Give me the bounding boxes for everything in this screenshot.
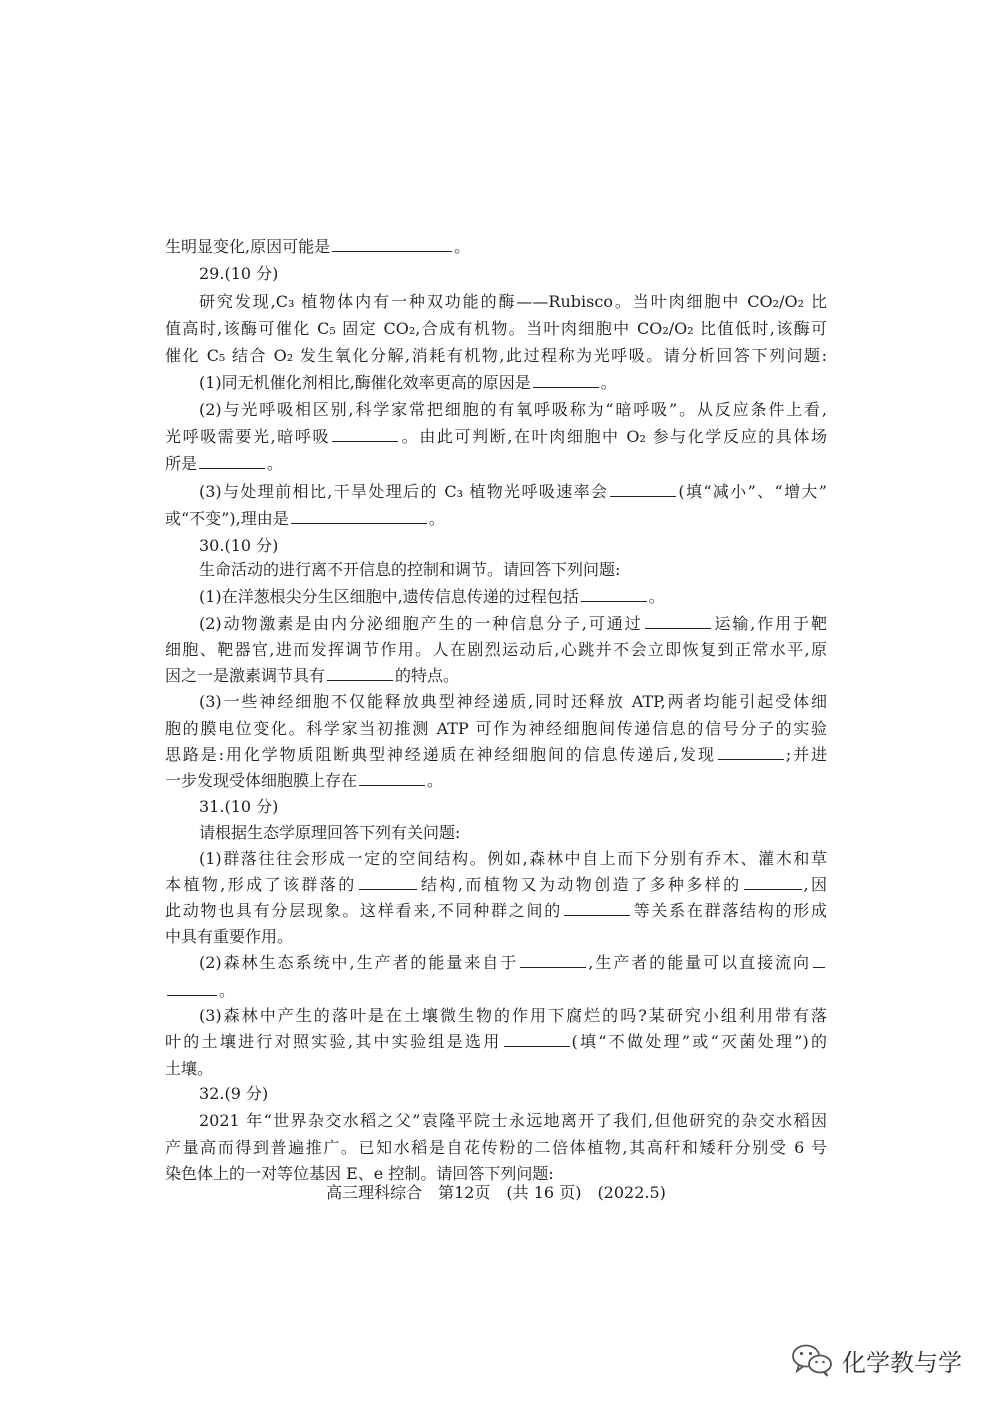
answer-blank[interactable] bbox=[359, 873, 417, 890]
text-line bbox=[165, 898, 827, 924]
line-text: 生命活动的进行离不开信息的控制和调节。请回答下列问题: bbox=[199, 560, 621, 579]
line-text: 的特点。 bbox=[395, 666, 460, 685]
text-line bbox=[165, 768, 443, 794]
line-text: (3)一些神经细胞不仅能释放典型神经递质,同时还释放 ATP,两者均能引起受体细 bbox=[199, 692, 827, 711]
line-text: 土壤。 bbox=[165, 1059, 214, 1078]
answer-blank[interactable] bbox=[813, 951, 825, 968]
line-text: 。 bbox=[648, 587, 665, 606]
text-line bbox=[199, 557, 620, 583]
text-line bbox=[199, 370, 617, 396]
answer-blank[interactable] bbox=[744, 873, 802, 890]
text-line bbox=[199, 950, 827, 976]
answer-blank[interactable] bbox=[291, 507, 427, 524]
text-line bbox=[199, 584, 665, 610]
line-text: 催化 C₅ 结合 O₂ 发生氧化分解,消耗有机物,此过程称为光呼吸。请分析回答下列问题: bbox=[165, 346, 827, 365]
text-line bbox=[199, 533, 278, 559]
answer-blank[interactable] bbox=[332, 235, 452, 252]
line-text: (1)同无机催化剂相比,酶催化效率更高的原因是 bbox=[199, 373, 531, 392]
line-text: 染色体上的一对等位基因 E、e 控制。请回答下列问题: bbox=[165, 1164, 554, 1183]
line-text: 30.(10 分) bbox=[199, 536, 279, 555]
answer-blank[interactable] bbox=[327, 664, 393, 681]
line-text: 生明显变化,原因可能是 bbox=[165, 237, 331, 256]
line-text: 2021 年“世界杂交水稻之父”袁隆平院士永远地离开了我们,但他研究的杂交水稻因 bbox=[199, 1111, 827, 1130]
watermark bbox=[790, 1340, 962, 1380]
line-text: 胞的膜电位变化。科学家当初推测 ATP 可作为神经细胞间传递信息的信号分子的实验 bbox=[165, 719, 827, 738]
line-text: 光呼吸需要光,暗呼吸 bbox=[165, 427, 331, 446]
line-text: (1)在洋葱根尖分生区细胞中,遗传信息传递的过程包括 bbox=[199, 587, 579, 606]
text-line bbox=[199, 1081, 268, 1107]
line-text: (1)群落往往会形成一定的空间结构。例如,森林中自上而下分别有乔木、灌木和草 bbox=[199, 849, 827, 868]
text-line bbox=[165, 506, 445, 532]
line-text: (2)动物激素是由内分泌细胞产生的一种信息分子,可通过 bbox=[199, 614, 643, 633]
text-line bbox=[165, 978, 235, 1004]
answer-blank[interactable] bbox=[581, 585, 647, 602]
line-text: ,生产者的能量可以直接流向 bbox=[588, 953, 811, 972]
text-line bbox=[165, 872, 827, 898]
text-line bbox=[199, 820, 460, 846]
line-text: 一步发现受体细胞膜上存在 bbox=[165, 771, 358, 790]
line-text: 32.(9 分) bbox=[199, 1084, 269, 1103]
line-text: 因之一是激素调节具有 bbox=[165, 666, 326, 685]
line-text: 31.(10 分) bbox=[199, 797, 279, 816]
line-text: 。 bbox=[267, 454, 284, 473]
line-text: 或“不变”),理由是 bbox=[165, 509, 289, 528]
text-line bbox=[199, 261, 278, 287]
line-text: ;并进 bbox=[785, 745, 827, 764]
answer-blank[interactable] bbox=[504, 1030, 570, 1047]
answer-blank[interactable] bbox=[645, 612, 711, 629]
answer-blank[interactable] bbox=[167, 979, 217, 996]
line-text: 产量高而得到普遍推广。已知水稻是自花传粉的二倍体植物,其高秆和矮秆分别受 6 号 bbox=[165, 1138, 827, 1157]
line-text: 此动物也具有分层现象。这样看来,不同种群之间的 bbox=[165, 901, 562, 920]
line-text: (2)森林生态系统中,生产者的能量来自于 bbox=[199, 953, 519, 972]
line-text: (填“减小”、“增大” bbox=[678, 482, 827, 501]
text-line bbox=[165, 663, 459, 689]
answer-blank[interactable] bbox=[359, 769, 425, 786]
answer-blank[interactable] bbox=[564, 899, 630, 916]
text-line bbox=[199, 794, 278, 820]
text-line bbox=[199, 611, 827, 637]
text-line bbox=[165, 343, 827, 369]
line-text: 值高时,该酶可催化 C₅ 固定 CO₂,合成有机物。当叶肉细胞中 CO₂/O₂ 比值低时,该酶可 bbox=[165, 319, 827, 338]
text-line bbox=[199, 479, 827, 505]
line-text: 研究发现,C₃ 植物体内有一种双功能的酶——Rubisco。当叶肉细胞中 CO₂/O₂ 比 bbox=[199, 292, 827, 311]
text-line bbox=[165, 924, 293, 950]
text-line bbox=[199, 689, 827, 715]
line-text: 中具有重要作用。 bbox=[165, 927, 294, 946]
line-text: 。 bbox=[600, 373, 617, 392]
line-text: 思路是:用化学物质阻断典型神经递质在神经细胞间的信息传递后,发现 bbox=[165, 745, 716, 764]
line-text: 。 bbox=[219, 981, 236, 1000]
line-text: 运输,作用于靶 bbox=[712, 614, 827, 633]
line-text: (2)与光呼吸相区别,科学家常把细胞的有氧呼吸称为“暗呼吸”。从反应条件上看, bbox=[199, 400, 827, 419]
line-text: 等关系在群落结构的形成 bbox=[631, 901, 827, 920]
text-line bbox=[199, 846, 827, 872]
text-line bbox=[165, 1029, 827, 1055]
line-text: 所是 bbox=[165, 454, 198, 473]
page-footer: 高三理科综合 第12页 (共 16 页) (2022.5) bbox=[326, 1183, 666, 1202]
line-text: 叶的土壤进行对照实验,其中实验组是选用 bbox=[165, 1032, 502, 1051]
answer-blank[interactable] bbox=[520, 951, 586, 968]
line-text: 29.(10 分) bbox=[199, 264, 279, 283]
answer-blank[interactable] bbox=[718, 743, 784, 760]
answer-blank[interactable] bbox=[199, 452, 265, 469]
answer-blank[interactable] bbox=[332, 425, 398, 442]
wechat-icon bbox=[790, 1342, 834, 1378]
text-line bbox=[165, 637, 827, 663]
line-text: 细胞、靶器官,进而发挥调节作用。人在剧烈运动后,心跳并不会立即恢复到正常水平,原 bbox=[165, 640, 827, 659]
text-line bbox=[165, 316, 827, 342]
line-text: 请根据生态学原理回答下列有关问题: bbox=[199, 823, 461, 842]
line-text: (填“不做处理”或“灭菌处理”)的 bbox=[571, 1032, 827, 1051]
line-text: (3)与处理前相比,干旱处理后的 C₃ 植物光呼吸速率会 bbox=[199, 482, 609, 501]
text-line bbox=[199, 1108, 827, 1134]
line-text: 。 bbox=[427, 771, 444, 790]
line-text: 结构,而植物又为动物创造了多种多样的 bbox=[418, 875, 742, 894]
line-text: 本植物,形成了该群落的 bbox=[165, 875, 357, 894]
line-text: 。 bbox=[454, 237, 471, 256]
text-line bbox=[165, 451, 283, 477]
text-line bbox=[165, 234, 470, 260]
line-text: 。 bbox=[428, 509, 445, 528]
text-line bbox=[165, 1056, 213, 1082]
text-line bbox=[165, 424, 827, 450]
line-text: (3)森林中产生的落叶是在土壤微生物的作用下腐烂的吗?某研究小组利用带有落 bbox=[199, 1006, 827, 1025]
answer-blank[interactable] bbox=[533, 371, 599, 388]
watermark-text: 化学教与学 bbox=[842, 1348, 962, 1377]
answer-blank[interactable] bbox=[610, 480, 676, 497]
text-line bbox=[199, 1003, 827, 1029]
line-text: 。由此可判断,在叶肉细胞中 O₂ 参与化学反应的具体场 bbox=[400, 427, 827, 446]
text-line bbox=[199, 289, 827, 315]
text-line bbox=[165, 742, 827, 768]
line-text: ,因 bbox=[803, 875, 827, 894]
text-line bbox=[199, 397, 827, 423]
text-line bbox=[165, 1135, 827, 1161]
text-line bbox=[165, 716, 827, 742]
